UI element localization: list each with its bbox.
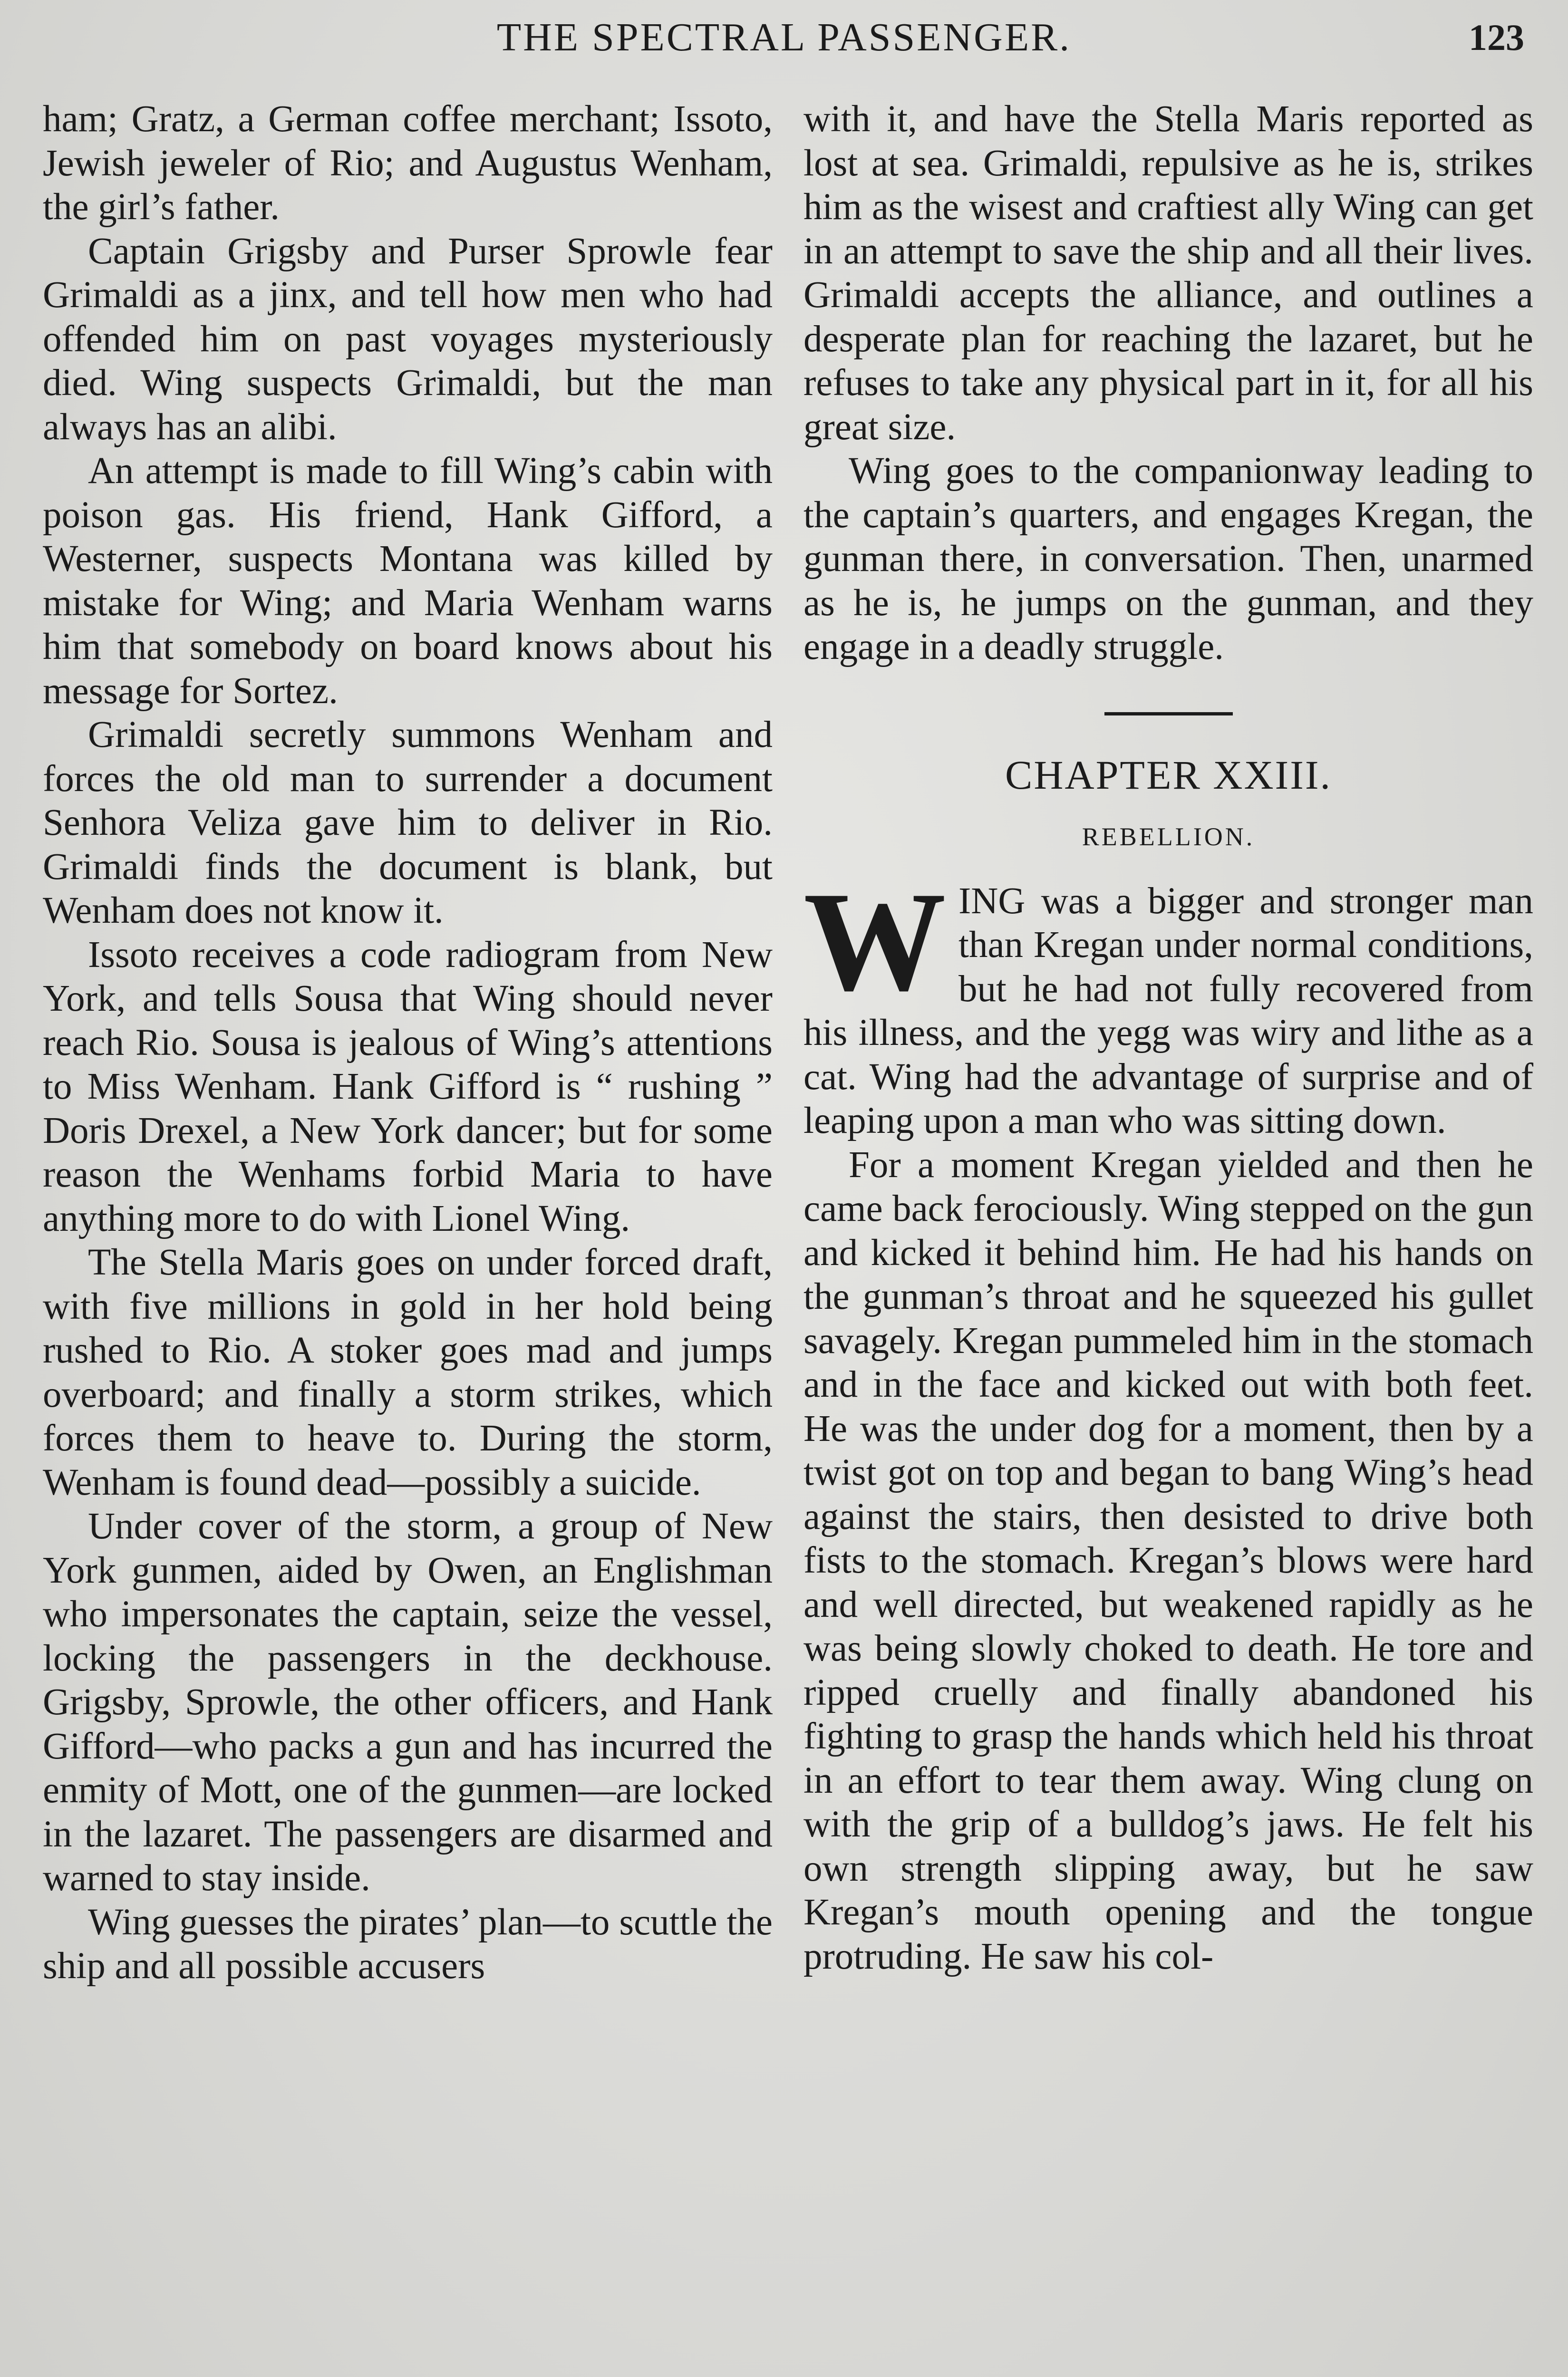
- synopsis-paragraph: ham; Gratz, a German coffee merchant; Issoto, Jewish jeweler of Rio; and Augustus Wenham, the girl’s father.: [43, 98, 773, 228]
- synopsis-paragraph: with it, and have the Stella Maris reported as lost at sea. Grimaldi, repulsive as he is, strikes him as the wisest and craftiest ally Wing can get in an attempt to save the ship and all their lives. Grimaldi accepts the alliance, and outlines a desperate plan for reaching the lazaret, but he refuses to take any physical part in it, for all his great size.: [803, 98, 1533, 448]
- running-title: THE SPECTRAL PASSENGER.: [496, 15, 1072, 59]
- synopsis-paragraph: Grimaldi secretly summons Wenham and forces the old man to surrender a document Senhora Veliza gave him to deliver in Rio. Grimaldi finds the document is blank, but Wenham does not know it.: [43, 714, 773, 931]
- page-number: 123: [1469, 17, 1524, 58]
- synopsis-paragraph: The Stella Maris goes on under forced draft, with five millions in gold in her hold being rushed to Rio. A stoker goes mad and jumps overboard; and finally a storm strikes, which forces them to heave to. During the storm, Wenham is found dead—possibly a suicide.: [43, 1242, 773, 1503]
- synopsis-paragraph: Captain Grigsby and Purser Sprowle fear Grimaldi as a jinx, and tell how men who had offended him on past voyages mysteriously died. Wing suspects Grimaldi, but the man always has an alibi.: [43, 230, 773, 448]
- drop-cap: W: [803, 862, 946, 1020]
- running-head: [0, 14, 1568, 67]
- section-divider: [1104, 712, 1233, 715]
- chapter-heading: CHAPTER XXIII.: [1005, 752, 1332, 798]
- chapter-subtitle: REBELLION.: [1082, 822, 1255, 851]
- right-column: [803, 97, 1533, 1979]
- left-column: [43, 97, 773, 1989]
- synopsis-paragraph: An attempt is made to fill Wing’s cabin with poison gas. His friend, Hank Gifford, a Westerner, suspects Montana was killed by mistake for Wing; and Maria Wenham warns him that somebody on board knows about his message for Sortez.: [43, 450, 773, 712]
- synopsis-paragraph: Wing goes to the companionway leading to the captain’s quarters, and engages Kregan, the gunman there, in conversation. Then, unarmed as he is, he jumps on the gunman, and they engage in a deadly struggle.: [803, 450, 1533, 667]
- story-paragraph: For a moment Kregan yielded and then he came back ferociously. Wing stepped on the gun and kicked it behind him. He had his hands on the gunman’s throat and he squeezed his gullet savagely. Kregan pummeled him in the stomach and in the face and kicked out with both feet. He was the under dog for a moment, then by a twist got on top and began to bang Wing’s head against the stairs, then desisted to drive both fists to the stomach. Kregan’s blows were hard and well directed, but weakened rapidly as he was being slowly choked to death. He tore and ripped cruelly and finally abandoned his fighting to grasp the hands which held his throat in an effort to tear them away. Wing clung on with the grip of a bulldog’s jaws. He felt his own strength slipping away, but he saw Kregan’s mouth opening and the tongue protruding. He saw his col-: [803, 1144, 1533, 1977]
- synopsis-paragraph: Wing guesses the pirates’ plan—to scuttle the ship and all possible accusers: [43, 1901, 773, 1987]
- synopsis-paragraph: Issoto receives a code radiogram from New York, and tells Sousa that Wing should never reach Rio. Sousa is jealous of Wing’s attentions to Miss Wenham. Hank Gifford is “ rushing ” Doris Drexel, a New York dancer; but for some reason the Wenhams forbid Maria to have anything more to do with Lionel Wing.: [43, 934, 773, 1239]
- synopsis-paragraph: Under cover of the storm, a group of New York gunmen, aided by Owen, an Englishman who impersonates the captain, seize the vessel, locking the passengers in the deckhouse. Grigsby, Sprowle, the other officers, and Hank Gifford—who packs a gun and has incurred the enmity of Mott, one of the gunmen—are locked in the lazaret. The passengers are disarmed and warned to stay inside.: [43, 1506, 773, 1899]
- chapter-opening-paragraph: [803, 862, 1533, 1143]
- chapter-opening-text: ING was a bigger and stronger man than Kregan under normal conditions, but he had not fully recovered from his illness, and the yegg was wiry and lithe as a cat. Wing had the advantage of surprise and of leaping upon a man who was sitting down.: [803, 880, 1533, 1141]
